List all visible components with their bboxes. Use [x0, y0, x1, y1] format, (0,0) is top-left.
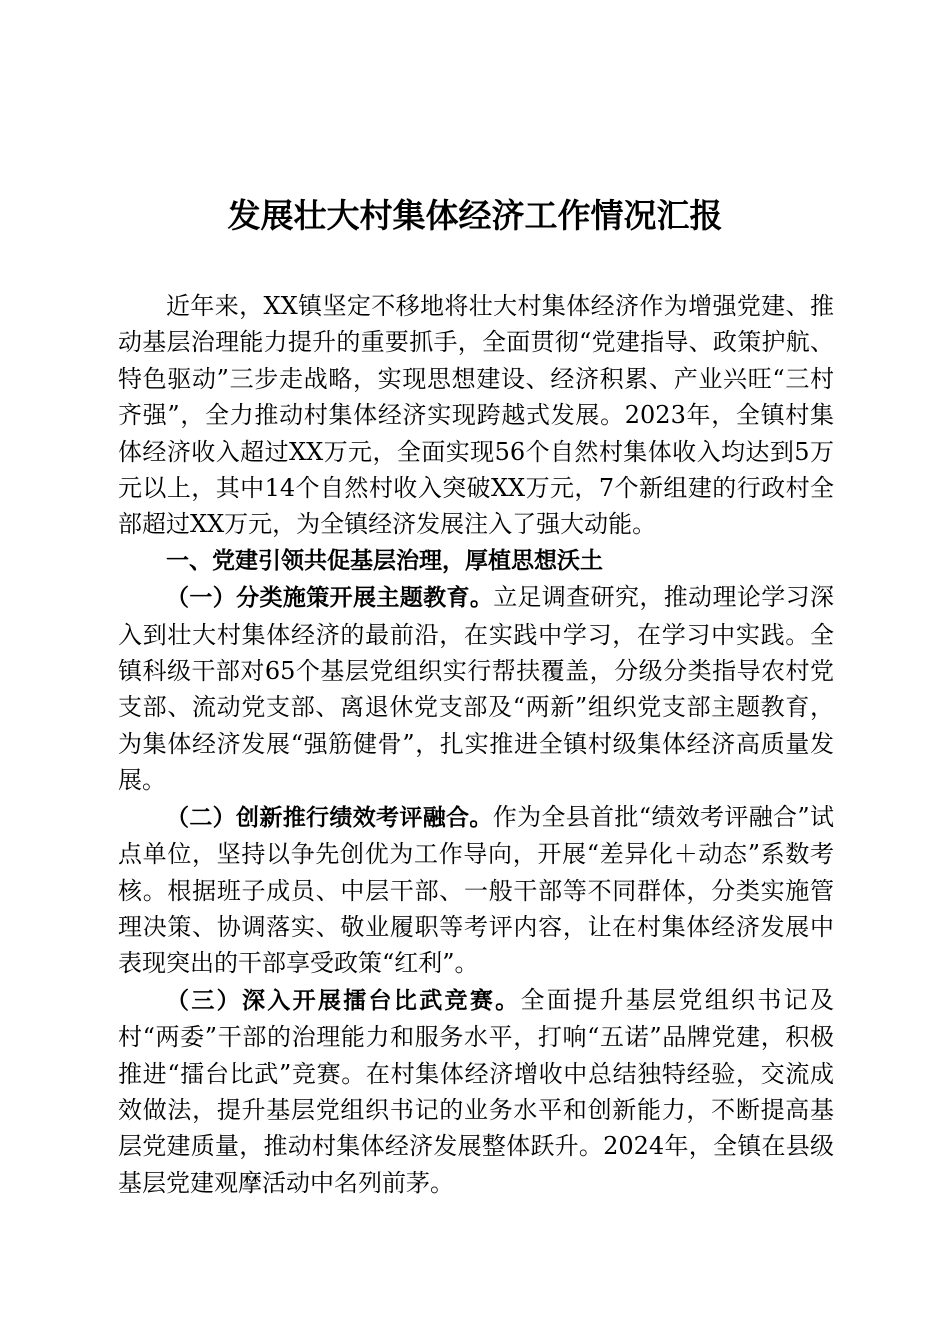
- subsection-title-3: （三）深入开展擂台比武竞赛。: [166, 987, 521, 1014]
- intro-paragraph: 近年来，XX镇坚定不移地将壮大村集体经济作为增强党建、推动基层治理能力提升的重要抓手，全面贯彻“党建指导、政策护航、特色驱动”三步走战略，实现思想建设、经济积累、产业兴旺“三村齐强”，全力推动村集体经济实现跨越式发展。2023年，全镇村集体经济收入超过XX万元，全面实现56个自然村集体收入均达到5万元以上，其中14个自然村收入突破XX万元，7个新组建的行政村全部超过XX万元，为全镇经济发展注入了强大动能。: [118, 292, 834, 539]
- subsection-paragraph-1: [118, 579, 834, 798]
- document-body: [118, 288, 834, 1201]
- document-title: 发展壮大村集体经济工作情况汇报: [227, 196, 723, 235]
- section-heading: 一、党建引领共促基层治理，厚植思想沃土: [166, 547, 603, 574]
- subsection-title-1: （一）分类施策开展主题教育。: [166, 585, 494, 612]
- subsection-title-2: （二）创新推行绩效考评融合。: [166, 804, 493, 831]
- subsection-text-1: 立足调查研究，推动理论学习深入到壮大村集体经济的最前沿，在实践中学习，在学习中实践。全镇科级干部对65个基层党组织实行帮扶覆盖，分级分类指导农村党支部、流动党支部、离退休党支部及“两新”组织党支部主题教育，为集体经济发展“强筋健骨”，扎实推进全镇村级集体经济高质量发展。: [118, 583, 835, 795]
- subsection-paragraph-3: [118, 982, 834, 1201]
- subsection-paragraph-2: [118, 799, 834, 982]
- subsection-text-2: 作为全县首批“绩效考评融合”试点单位，坚持以争先创优为工作导向，开展“差异化＋动态”系数考核。根据班子成员、中层干部、一般干部等不同群体，分类实施管理决策、协调落实、敬业履职等考评内容，让在村集体经济发展中表现突出的干部享受政策“红利”。: [118, 802, 834, 978]
- subsection-text-3: 全面提升基层党组织书记及村“两委”干部的治理能力和服务水平，打响“五诺”品牌党建，积极推进“擂台比武”竞赛。在村集体经济增收中总结独特经验，交流成效做法，提升基层党组织书记的业务水平和创新能力，不断提高基层党建质量，推动村集体经济发展整体跃升。2024年，全镇在县级基层党建观摩活动中名列前茅。: [118, 985, 835, 1197]
